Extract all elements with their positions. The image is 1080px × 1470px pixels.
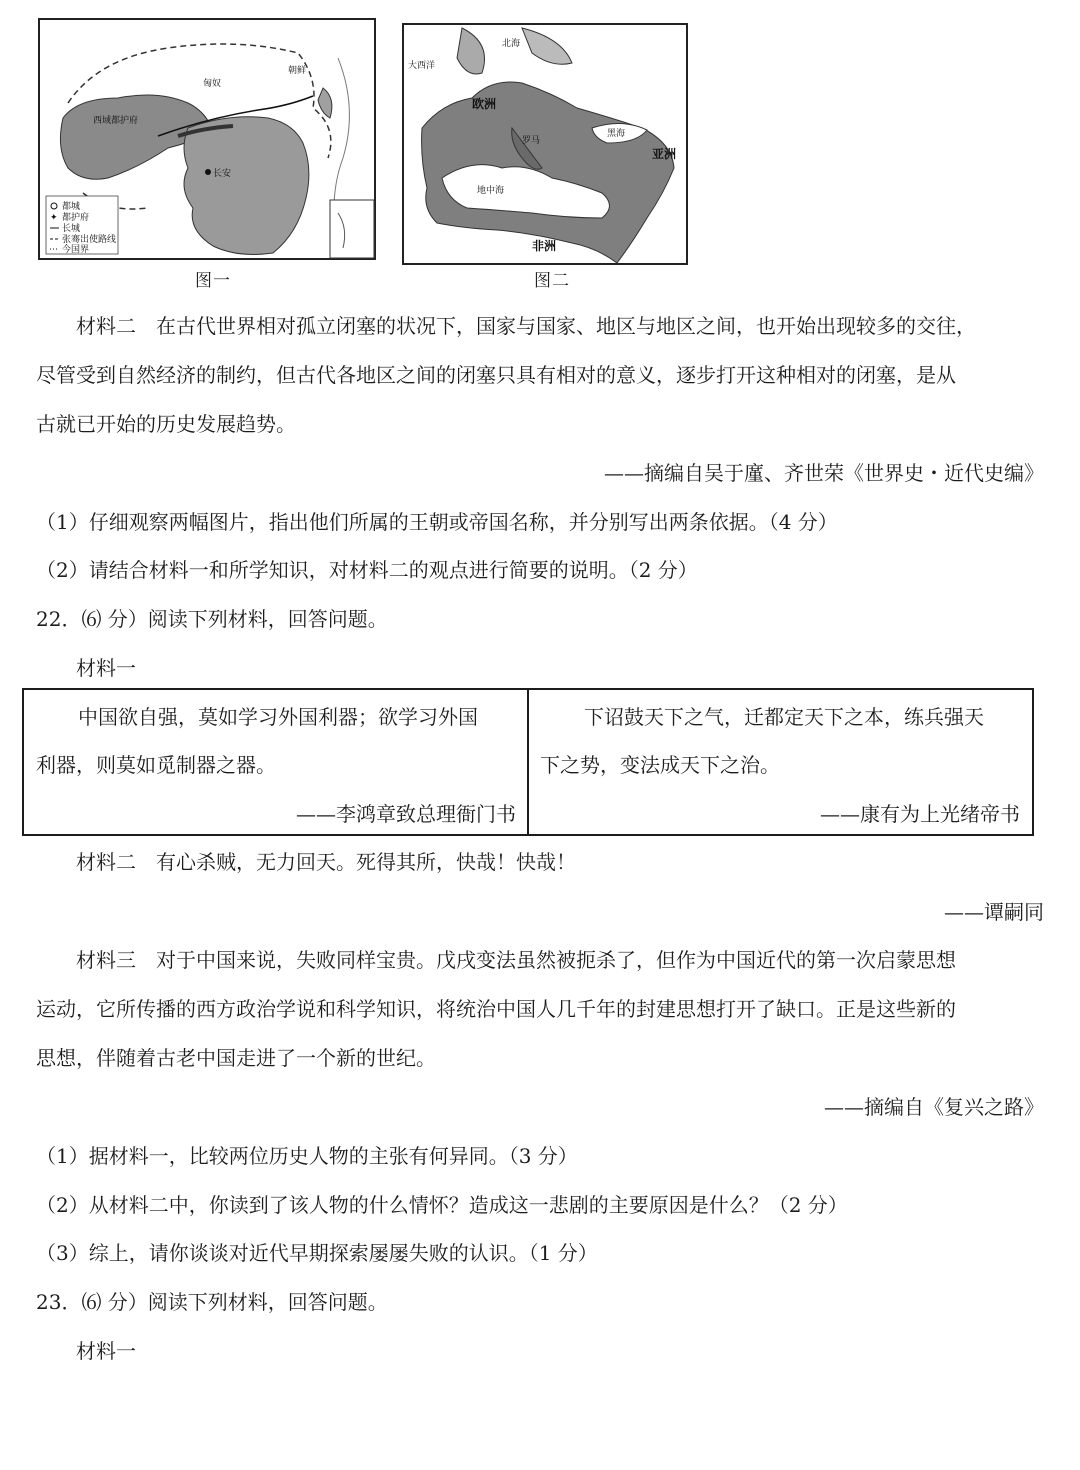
figure-1-caption: 图一: [195, 271, 231, 291]
map2-label-mediterranean: 地中海: [477, 186, 505, 196]
table-right-source: ——康有为上光绪帝书: [820, 802, 1020, 826]
table-right-line-1: 下诏鼓天下之气，迁都定天下之本，练兵强天: [584, 705, 984, 729]
q22-question-3: （3）综上，请你谈谈对近代早期探索屡屡失败的认识。（1 分）: [36, 1241, 598, 1265]
figure-2-caption: 图二: [534, 271, 570, 291]
figure-2: [402, 18, 692, 291]
q22-material3-line-3: 思想，伴随着古老中国走进了一个新的世纪。: [36, 1046, 436, 1070]
table-left-line-2: 利器，则莫如觅制器之器。: [36, 753, 276, 777]
map2-label-rome: 罗马: [522, 136, 541, 146]
map1-inset: [330, 200, 374, 258]
legend-item-border: 今国界: [62, 245, 90, 255]
han-dynasty-map: [38, 18, 378, 268]
q22-material2-source: ——谭嗣同: [944, 900, 1044, 924]
q21-question-2: （2）请结合材料一和所学知识，对材料二的观点进行简要的说明。（2 分）: [36, 558, 698, 582]
q22-question-2: （2）从材料二中，你读到了该人物的什么情怀？造成这一悲剧的主要原因是什么？（2 分）: [36, 1193, 848, 1217]
figure-1: [38, 18, 378, 291]
map1-label-changan: 长安: [213, 169, 232, 179]
q21-material2-line-1: 材料二 在古代世界相对孤立闭塞的状况下，国家与国家、地区与地区之间，也开始出现较多的交往，: [76, 314, 976, 338]
roman-empire-map: [402, 18, 692, 268]
legend-item-route: 张骞出使路线: [62, 235, 117, 245]
q23-header: 23．⑹ 分）阅读下列材料，回答问题。: [36, 1290, 388, 1314]
table-right-line-2: 下之势，变法成天下之治。: [540, 753, 780, 777]
q22-material1-label: 材料一: [76, 656, 136, 680]
q22-material1-table: [22, 688, 1034, 836]
map1-label-korea: 朝鲜: [288, 66, 307, 76]
map2-label-atlantic: 大西洋: [408, 61, 436, 71]
q21-material2-source: ——摘编自吴于廑、齐世荣《世界史・近代史编》: [604, 461, 1044, 485]
q22-material2-line: 材料二 有心杀贼，无力回天。死得其所，快哉！快哉！: [76, 850, 576, 874]
q22-material3-line-2: 运动，它所传播的西方政治学说和科学知识，将统治中国人几千年的封建思想打开了缺口。正是这些新的: [36, 997, 956, 1021]
capital-marker-icon: [205, 169, 211, 175]
q22-material3-line-1: 材料三 对于中国来说，失败同样宝贵。戊戌变法虽然被扼杀了，但作为中国近代的第一次启蒙思想: [76, 948, 956, 972]
map2-label-north-sea: 北海: [502, 39, 521, 49]
table-divider: [527, 690, 529, 834]
q21-material2-line-3: 古就已开始的历史发展趋势。: [36, 412, 296, 436]
map1-label-western-regions: 西域都护府: [93, 116, 139, 126]
q21-question-1: （1）仔细观察两幅图片，指出他们所属的王朝或帝国名称，并分别写出两条依据。（4 分）: [36, 510, 838, 534]
q23-material1-label: 材料一: [76, 1339, 136, 1363]
map2-label-black-sea: 黑海: [607, 129, 626, 139]
map2-label-africa: 非洲: [532, 239, 557, 253]
table-left-line-1: 中国欲自强，莫如学习外国利器；欲学习外国: [78, 705, 478, 729]
q21-material2-line-2: 尽管受到自然经济的制约，但古代各地区之间的闭塞只具有相对的意义，逐步打开这种相对的闭塞，是从: [36, 363, 956, 387]
q22-header: 22．⑹ 分）阅读下列材料，回答问题。: [36, 607, 388, 631]
q22-material3-source: ——摘编自《复兴之路》: [824, 1095, 1044, 1119]
map2-label-europe: 欧洲: [472, 97, 497, 111]
legend-item-protectorate: 都护府: [62, 213, 90, 223]
map1-label-xiongnu: 匈奴: [203, 79, 222, 89]
legend-protectorate-icon: ✦: [50, 213, 58, 223]
legend-item-capital: 都城: [62, 202, 81, 212]
figures-row: [30, 18, 710, 290]
table-left-source: ——李鸿章致总理衙门书: [296, 802, 516, 826]
q22-question-1: （1）据材料一，比较两位历史人物的主张有何异同。（3 分）: [36, 1144, 578, 1168]
legend-item-wall: 长城: [62, 224, 81, 234]
map2-label-asia: 亚洲: [652, 147, 677, 161]
